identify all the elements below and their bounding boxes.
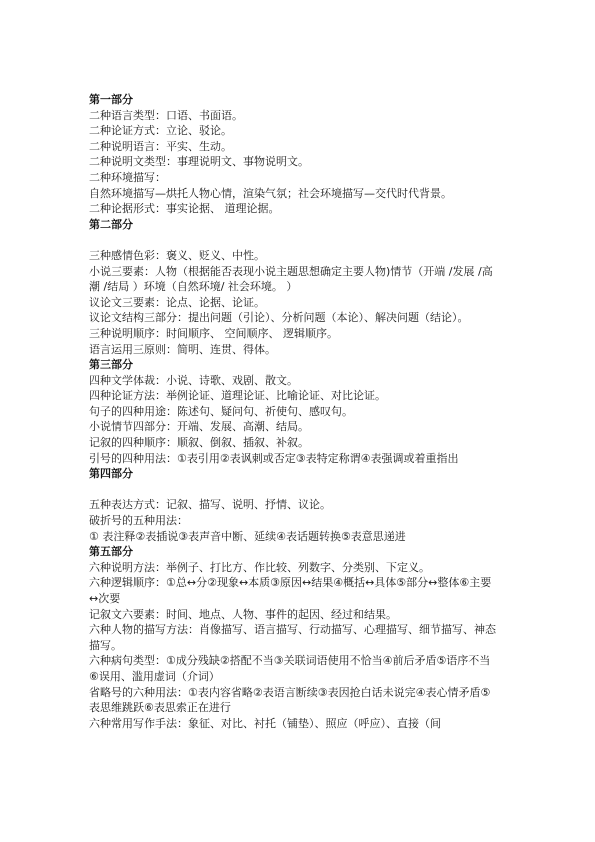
text-line: 三种感情色彩：褒义、贬义、中性。 xyxy=(89,248,265,262)
text-line: 议论文三要素：论点、论据、论证。 xyxy=(89,295,265,309)
text-line: 自然环境描写—烘托人物心情，渲染气氛；社会环境描写—交代时代背景。 xyxy=(89,186,452,200)
text-line: 六种人物的描写方法：肖像描写、语言描写、行动描写、心理描写、细节描写、神态描写。 xyxy=(89,623,496,652)
text-line: 六种说明方法：举例子、打比方、作比较、列数字、分类别、下定义。 xyxy=(89,560,430,574)
text-line: 六种常用写作手法：象征、对比、衬托（铺垫）、照应（呼应）、直接（间 xyxy=(89,716,441,730)
text-line: 记叙的四种顺序：顺叙、倒叙、插叙、补叙。 xyxy=(89,436,309,450)
text-line: 六种逻辑顺序：①总↔分②现象↔本质③原因↔结果④概括↔具体⑤部分↔整体⑥主要↔次要 xyxy=(89,576,492,605)
section-heading: 第二部分 xyxy=(89,217,133,231)
text-line: 四种文学体裁：小说、诗歌、戏剧、散文。 xyxy=(89,373,298,387)
text-line: 三种说明顺序：时间顺序、 空间顺序、 逻辑顺序。 xyxy=(89,326,338,340)
text-line: 四种论证方法：举例论证、道理论证、比喻论证、对比论证。 xyxy=(89,389,386,403)
text-line: 引号的四种用法：①表引用②表讽刺或否定③表特定称谓④表强调或着重指出 xyxy=(89,451,459,465)
document-body xyxy=(89,92,499,731)
text-line: 二种环境描写： xyxy=(89,170,166,184)
text-line: 句子的四种用途：陈述句、疑问句、祈使句、感叹句。 xyxy=(89,404,353,418)
text-line: 记叙文六要素：时间、地点、人物、事件的起因、经过和结果。 xyxy=(89,607,397,621)
section-heading: 第三部分 xyxy=(89,358,133,372)
text-line: 二种论证方式：立论、驳论。 xyxy=(89,124,232,138)
section-heading: 第五部分 xyxy=(89,545,133,559)
text-line: 五种表达方式：记叙、描写、说明、抒情、议论。 xyxy=(89,498,331,512)
text-line: ① 表注释②表插说③表声音中断、延续④表话题转换⑤表意思递进 xyxy=(89,529,406,543)
text-line: 小说三要素：人物（根据能否表现小说主题思想确定主要人物)情节（开端 /发展 /高潮 /结局 ）环境（自然环境/ 社会环境。 ） xyxy=(89,264,493,294)
text-line: 二种语言类型：口语、书面语。 xyxy=(89,108,243,122)
blank-line xyxy=(89,232,499,248)
text-line: 小说情节四部分：开端、发展、高潮、结局。 xyxy=(89,420,309,434)
text-line: 二种说明文类型：事理说明文、事物说明文。 xyxy=(89,155,309,169)
text-line: 二种论据形式：事实论据、 道理论据。 xyxy=(89,202,280,216)
text-line: 省略号的六种用法：①表内容省略②表语言断续③表因抢白话未说完④表心情矛盾⑤表思维跳跃⑥表思索正在进行 xyxy=(89,685,491,715)
text-line: 破折号的五种用法： xyxy=(89,514,188,528)
section-heading: 第四部分 xyxy=(89,467,133,481)
text-line: 二种说明语言：平实、生动。 xyxy=(89,139,232,153)
blank-line xyxy=(89,482,499,498)
text-line: 六种病句类型：①成分残缺②搭配不当③关联词语使用不恰当④前后矛盾⑤语序不当⑥误用、滥用虚词（介词） xyxy=(89,654,491,683)
text-line: 议论文结构三部分：提出问题（引论）、分析问题（本论）、解决问题（结论）。 xyxy=(89,311,469,325)
section-heading: 第一部分 xyxy=(89,93,133,106)
text-line: 语言运用三原则：简明、连贯、得体。 xyxy=(89,342,276,356)
